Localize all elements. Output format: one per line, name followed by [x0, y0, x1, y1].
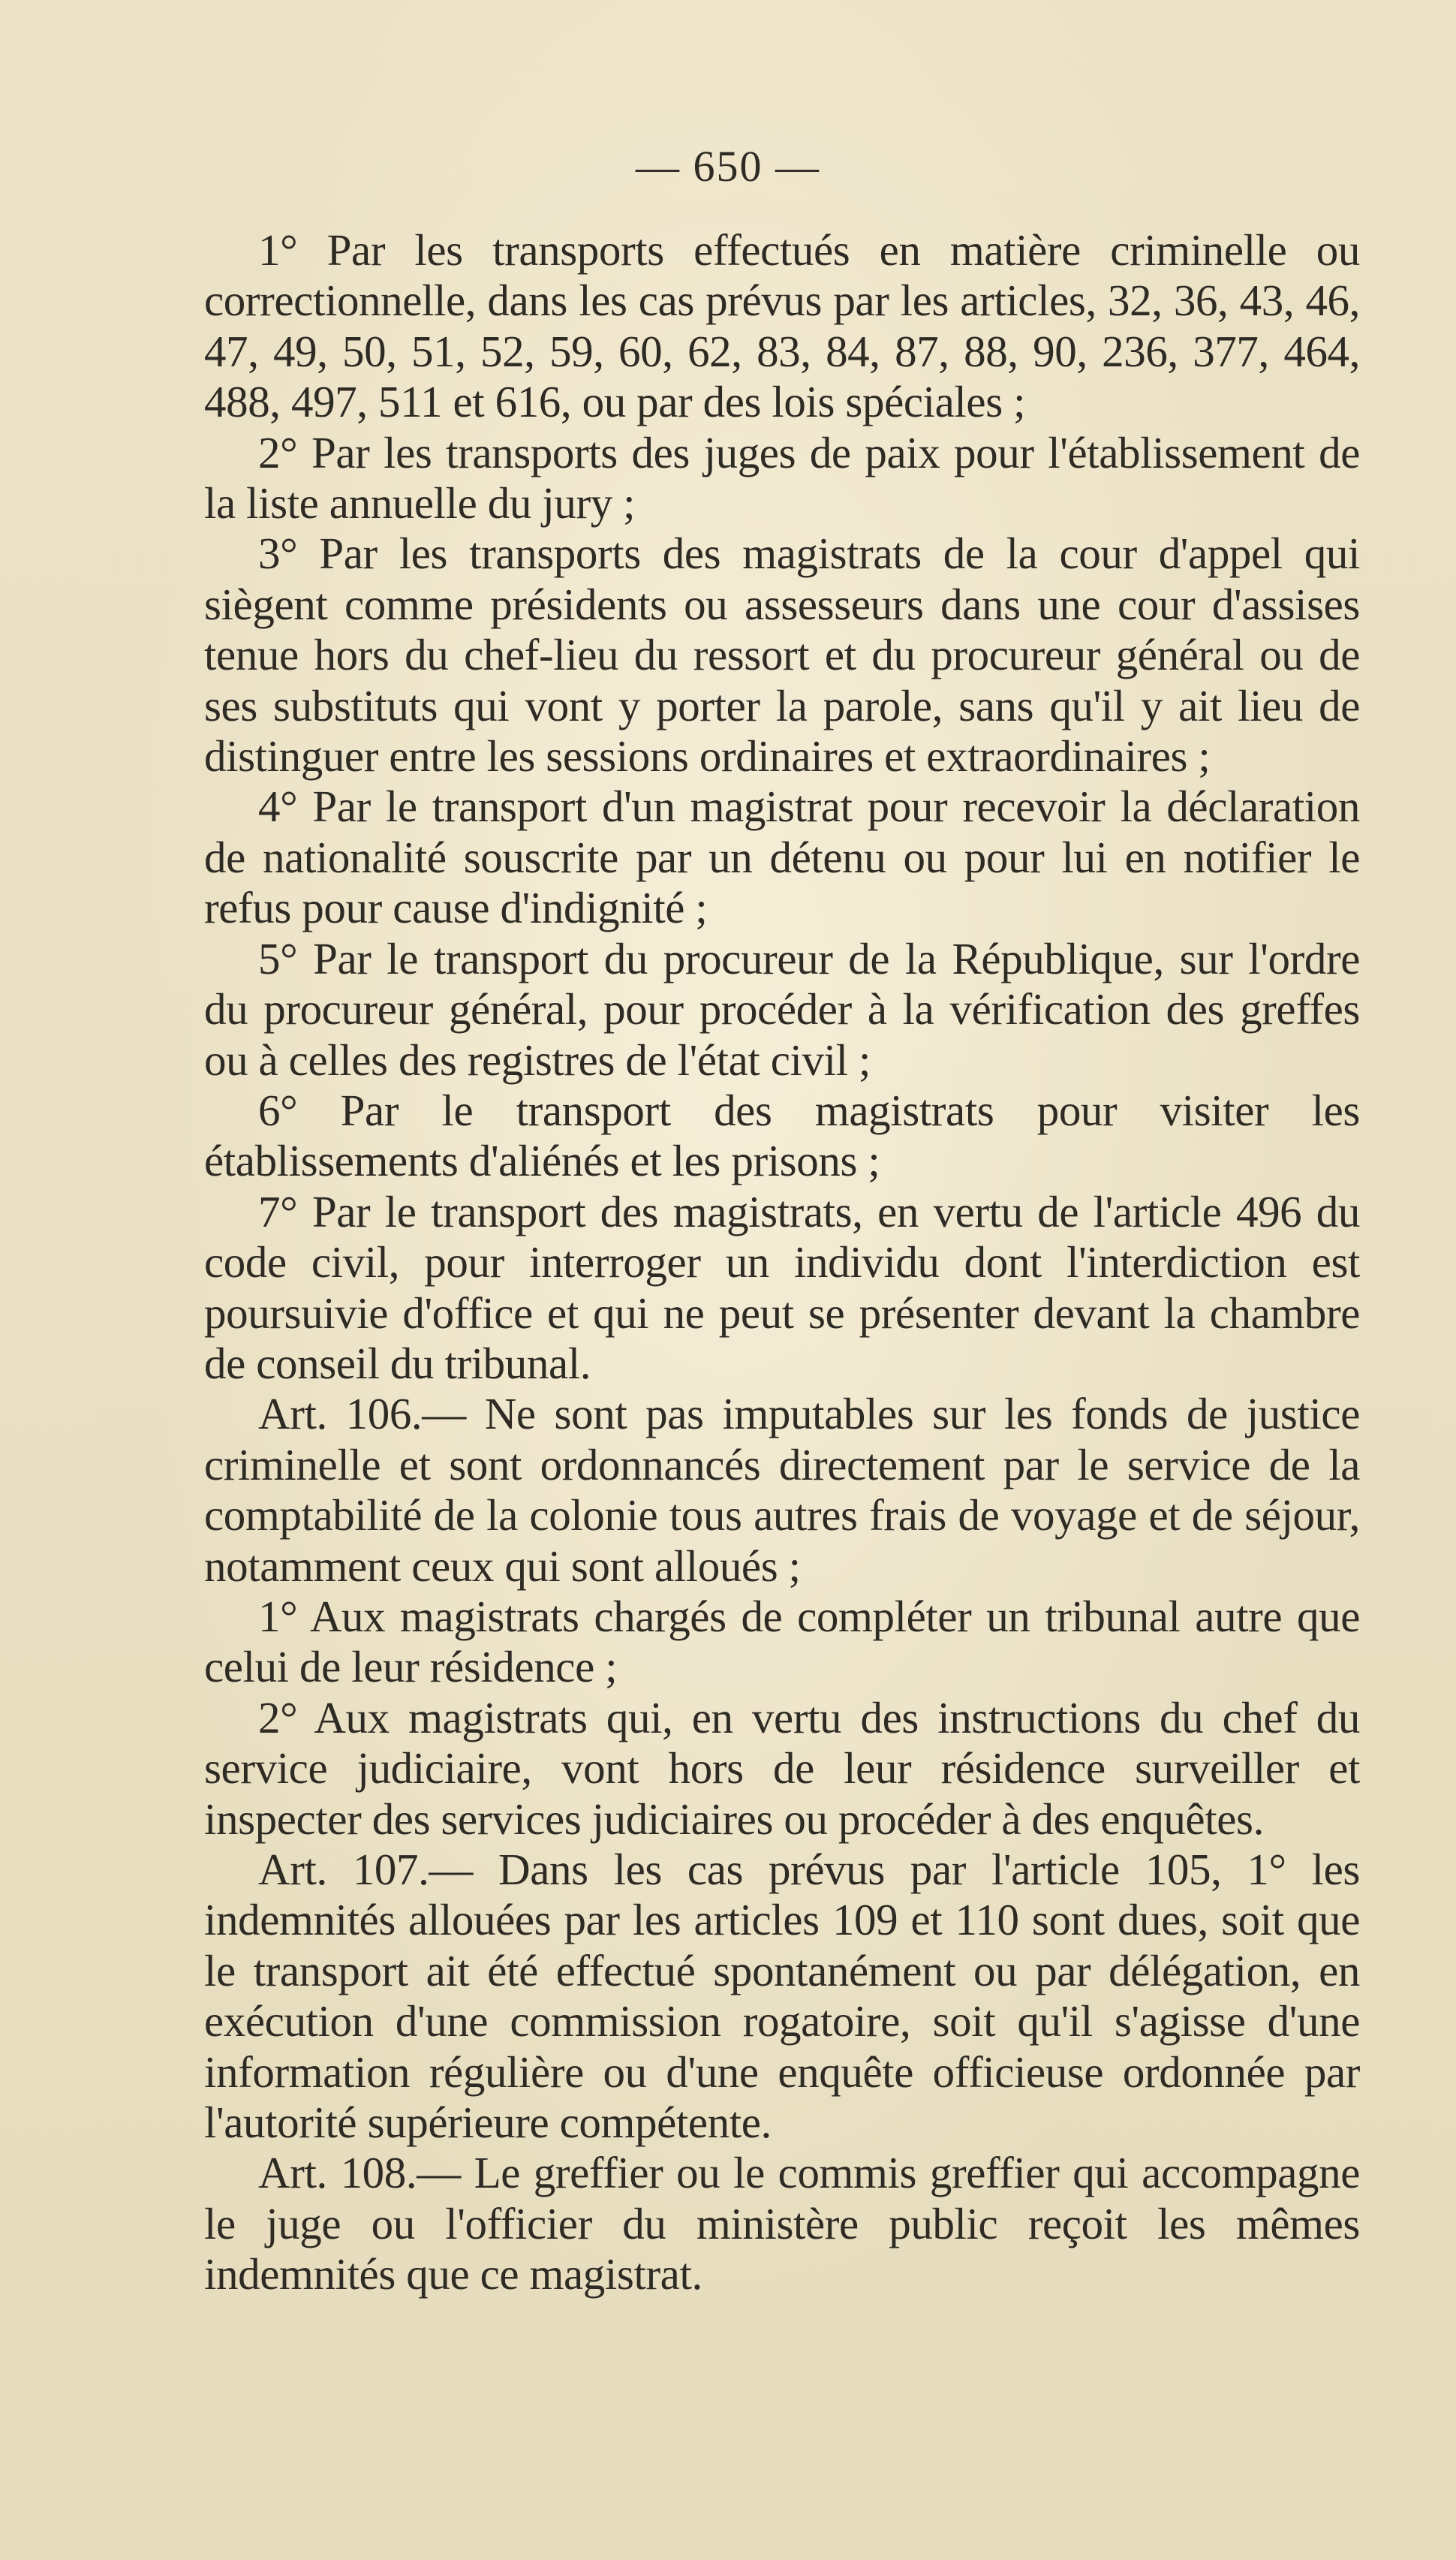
paragraph-item-7: 7° Par le transport des magistrats, en vertu de l'article 496 du code civil, pour interroger un individu dont l'interdiction est poursuivie d'office et qui ne peut se présenter devant la chambre de conseil du tribunal.: [204, 1186, 1360, 1388]
article-106-item-1: 1° Aux magistrats chargés de compléter un tribunal autre que celui de leur résidence ;: [204, 1591, 1360, 1692]
article-106-item-2: 2° Aux magistrats qui, en vertu des instructions du chef du service judiciaire, vont hors de leur résidence surveiller et inspecter des services judiciaires ou procéder à des enquêtes.: [204, 1692, 1360, 1844]
article-107: Art. 107.— Dans les cas prévus par l'article 105, 1° les indemnités allouées par les articles 109 et 110 sont dues, soit que le transport ait été effectué spontanément ou par délégation, en exécution d'une commission rogatoire, soit qu'il s'agisse d'une information régulière ou d'une enquête officieuse ordonnée par l'autorité supérieure compétente.: [204, 1845, 1360, 2148]
paragraph-item-4: 4° Par le transport d'un magistrat pour recevoir la déclaration de nationalité souscrite par un détenu ou pour lui en notifier le refus pour cause d'indignité ;: [204, 782, 1360, 933]
article-108: Art. 108.— Le greffier ou le commis greffier qui accompagne le juge ou l'officier du ministère public reçoit les mêmes indemnités que ce magistrat.: [204, 2148, 1360, 2299]
article-106: Art. 106.— Ne sont pas imputables sur les fonds de justice criminelle et sont ordonnancés directement par le service de la comptabilité de la colonie tous autres frais de voyage et de séjour, notamment ceux qui sont alloués ;: [204, 1389, 1360, 1591]
paragraph-item-3: 3° Par les transports des magistrats de la cour d'appel qui siègent comme présidents ou assesseurs dans une cour d'assises tenue hors du chef-lieu du ressort et du procureur général ou de ses substituts qui vont y porter la parole, sans qu'il y ait lieu de distinguer entre les sessions ordinaires et extraordinaires ;: [204, 529, 1360, 782]
page-number: — 650 —: [636, 142, 820, 191]
paragraph-item-6: 6° Par le transport des magistrats pour visiter les établissements d'aliénés et les prisons ;: [204, 1085, 1360, 1186]
paragraph-item-2: 2° Par les transports des juges de paix pour l'établissement de la liste annuelle du jury ;: [204, 427, 1360, 529]
paragraph-item-1: 1° Par les transports effectués en matière criminelle ou correctionnelle, dans les cas prévus par les articles, 32, 36, 43, 46, 47, 49, 50, 51, 52, 59, 60, 62, 83, 84, 87, 88, 90, 236, 377, 464, 488, 497, 511 et 616, ou par des lois spéciales ;: [204, 225, 1360, 427]
paragraph-item-5: 5° Par le transport du procureur de la République, sur l'ordre du procureur général, pour procéder à la vérification des greffes ou à celles des registres de l'état civil ;: [204, 933, 1360, 1085]
body-text: [204, 225, 1360, 2300]
